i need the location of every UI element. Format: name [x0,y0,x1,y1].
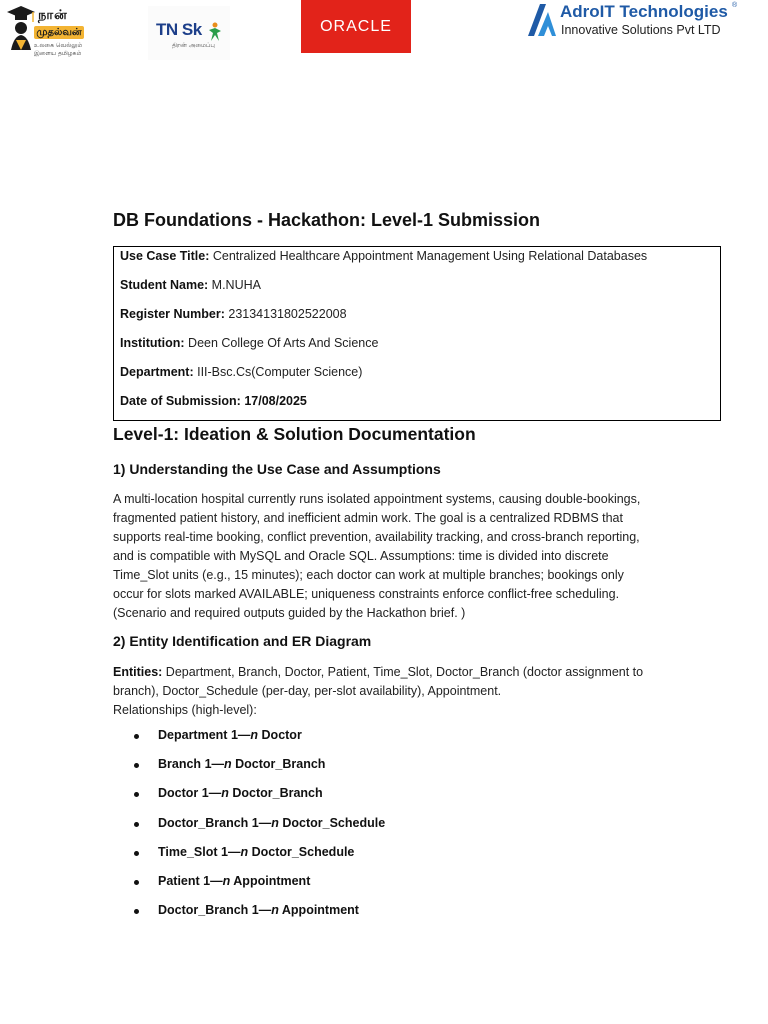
skill-figure-icon [206,22,224,42]
relationship-item: Branch 1—n Doctor_Branch [132,757,385,786]
relationship-item: Department 1—n Doctor [132,728,385,757]
entities-text: Department, Branch, Doctor, Patient, Time_Slot, Doctor_Branch (doctor assignment to [162,665,644,679]
paragraph-line: and is compatible with MySQL and Oracle SQL. Assumptions: time is divided into discrete [113,549,609,563]
entities-line [113,663,673,682]
info-student-name [120,278,261,292]
oracle-wordmark: ORACLE [320,17,392,35]
adroit-mark-icon [526,2,558,38]
adroit-name: AdroIT Technologies [560,2,728,21]
info-value: Centralized Healthcare Appointment Management Using Relational Databases [209,249,648,263]
info-label: Institution: [120,336,185,350]
info-value: M.NUHA [208,278,261,292]
section1-heading: 1) Understanding the Use Case and Assumptions [113,461,441,477]
document-title: DB Foundations - Hackathon: Level-1 Submission [113,210,541,230]
info-value: III-Bsc.Cs(Computer Science) [193,365,363,379]
section1-paragraph [113,490,673,623]
paragraph-line: A multi-location hospital currently runs isolated appointment systems, causing double-bookings, [113,492,641,506]
info-institution [120,336,378,350]
tnsk-subtitle: திறன் அமைப்பு [172,42,215,49]
level-heading: Level-1: Ideation & Solution Documentation [113,424,476,444]
naan-text: நான் [38,8,68,23]
relationship-item: Doctor_Branch 1—n Doctor_Schedule [132,816,385,845]
paragraph-line: occur for slots marked AVAILABLE; uniqueness constraints enforce conflict-free scheduling. [113,587,620,601]
paragraph-line: fragmented patient history, and inefficient admin work. The goal is a centralized RDBMS that [113,511,623,525]
info-label: Register Number: [120,307,225,321]
paragraph-line: supports real-time booking, conflict prevention, availability tracking, and cross-branch reporting, [113,530,640,544]
entities-line: branch), Doctor_Schedule (per-day, per-slot availability), Appointment. [113,684,502,698]
entities-paragraph [113,663,673,720]
info-label: Department: [120,365,194,379]
relationships-list [132,728,385,932]
section2-heading: 2) Entity Identification and ER Diagram [113,633,372,649]
graduation-cap-icon [6,4,36,52]
relationships-label: Relationships (high-level): [113,703,257,717]
relationship-item: Patient 1—n Appointment [132,874,385,903]
relationship-item: Time_Slot 1—n Doctor_Schedule [132,845,385,874]
info-value: 23134131802522008 [224,307,347,321]
oracle-logo [301,0,411,53]
registered-mark: ® [732,2,738,9]
tn-skill-logo [148,6,230,60]
naan-mudhalvan-logo [4,2,88,56]
entities-label: Entities: [113,665,163,679]
paragraph-line: (Scenario and required outputs guided by the Hackathon brief. ) [113,606,466,620]
relationship-item: Doctor_Branch 1—n Appointment [132,903,385,932]
info-label: Date of Submission: [120,394,241,408]
info-label: Student Name: [120,278,209,292]
info-date-of-submission [120,394,307,408]
info-label: Use Case Title: [120,249,210,263]
paragraph-line: Time_Slot units (e.g., 15 minutes); each doctor can work at multiple branches; bookings only [113,568,624,582]
info-value: Deen College Of Arts And Science [184,336,379,350]
info-value: 17/08/2025 [240,394,307,408]
tnsk-name: TN Sk [156,20,202,39]
mudhalvan-text: முதல்வன் [34,26,84,39]
info-use-case-title [120,249,647,263]
relationship-item: Doctor 1—n Doctor_Branch [132,786,385,815]
adroit-tagline: Innovative Solutions Pvt LTD [561,23,721,37]
submission-info-box [113,246,721,421]
naan-tagline: உலகை வெல்லும் இளைய தமிழகம் [34,42,83,57]
info-department [120,365,362,379]
info-register-number [120,307,347,321]
adroit-logo [526,2,740,42]
